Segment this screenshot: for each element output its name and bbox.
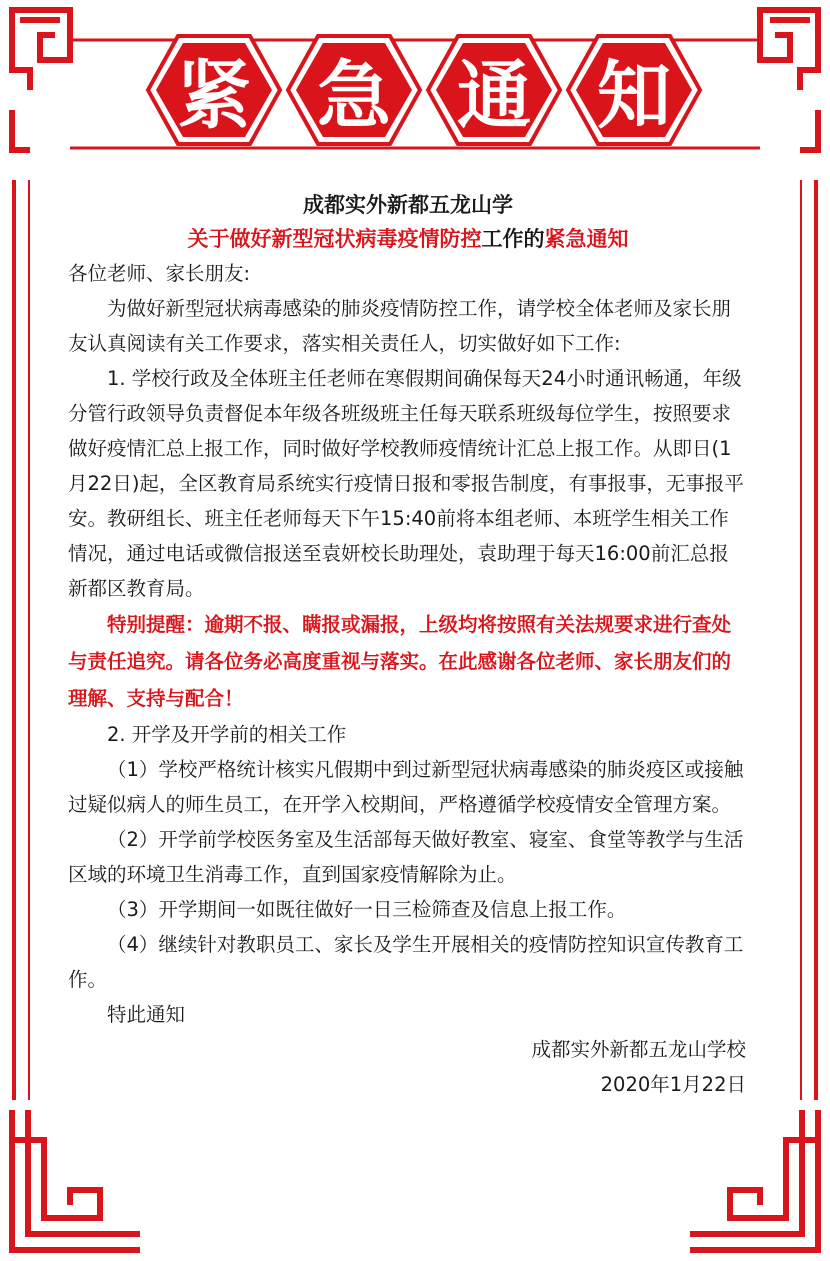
heading-banner	[0, 0, 830, 180]
sub-item-2: （2）开学前学校医务室及生活部每天做好教室、寝室、食堂等教学与生活区域的环境卫生消毒工作，直到国家疫情解除为止。	[68, 828, 744, 886]
item-1-paragraph: 1. 学校行政及全体班主任老师在寒假期间确保每天24小时通讯畅通，年级分管行政领导负责督促本年级各班级班主任每天联系班级每位学生，按照要求做好疫情汇总上报工作，同时做好学校教师疫情统计汇总上报工作。从即日(1月22日)起，全区教育局系统实行疫情日报和零报告制度，有事报事，无事报平安。教研组长、班主任老师每天下午15:40前将本组老师、本班学生相关工作情况，通过电话或微信报送至袁妍校长助理处，袁助理于每天16:00前汇总报新都区教育局。	[68, 367, 744, 600]
notice-body	[68, 188, 748, 1102]
school-title: 成都实外新都五龙山学	[303, 193, 513, 217]
subtitle-black-part: 工作的	[481, 227, 545, 251]
subtitle-red-part-2: 紧急通知	[544, 227, 629, 251]
closing-line: 特此通知	[107, 1003, 186, 1026]
heading-char-1: 紧	[177, 53, 251, 139]
warning-paragraph: 特别提醒：逾期不报、瞒报或漏报，上级均将按照有关法规要求进行查处与责任追究。请各位务必高度重视与落实。在此感谢各位老师、家长朋友们的理解、支持与配合！	[68, 613, 732, 710]
heading-char-3: 通	[457, 53, 531, 139]
left-border	[12, 180, 16, 1100]
sub-item-1: （1）学校严格统计核实凡假期中到过新型冠状病毒感染的肺炎疫区或接触过疑似病人的师生员工，在开学入校期间，严格遵循学校疫情安全管理方案。	[68, 758, 744, 816]
intro-paragraph: 为做好新型冠状病毒感染的肺炎疫情防控工作，请学校全体老师及家长朋友认真阅读有关工作要求，落实相关责任人，切实做好如下工作:	[68, 297, 732, 355]
signature-date: 2020年1月22日	[600, 1073, 746, 1096]
item-2-heading: 2. 开学及开学前的相关工作	[107, 723, 347, 746]
sub-item-3: （3）开学期间一如既往做好一日三检筛查及信息上报工作。	[107, 898, 627, 921]
sub-item-4: （4）继续针对教职员工、家长及学生开展相关的疫情防控知识宣传教育工作。	[68, 933, 744, 991]
subtitle-red-part-1: 关于做好新型冠状病毒疫情防控	[187, 227, 482, 251]
left-border-inner	[28, 180, 30, 1100]
right-border	[814, 180, 818, 1100]
heading-char-4: 知	[597, 53, 671, 139]
bottom-right-ornament	[680, 1100, 830, 1261]
signature-school: 成都实外新都五龙山学校	[531, 1038, 746, 1061]
heading-char-2: 急	[317, 53, 391, 139]
notice-subtitle	[68, 222, 748, 256]
right-border-inner	[800, 180, 802, 1100]
greeting: 各位老师、家长朋友:	[68, 262, 251, 285]
bottom-left-ornament	[0, 1100, 150, 1261]
